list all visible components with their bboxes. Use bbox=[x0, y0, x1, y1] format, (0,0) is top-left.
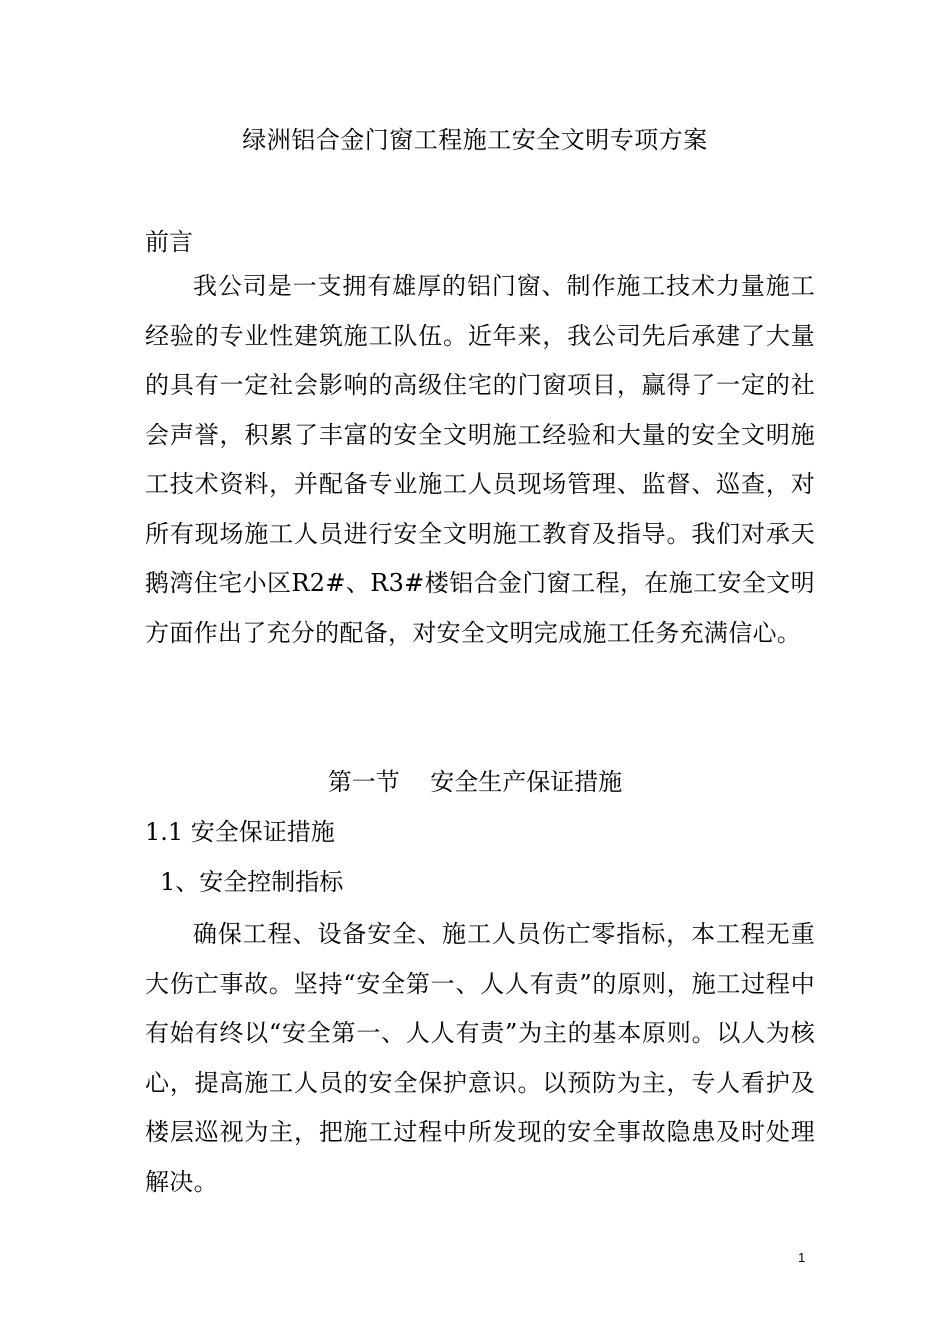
preface-heading: 前言 bbox=[145, 228, 193, 256]
preface-paragraph: 我公司是一支拥有雄厚的铝门窗、制作施工技术力量施工经验的专业性建筑施工队伍。近年来，我公司先后承建了大量的具有一定社会影响的高级住宅的门窗项目，赢得了一定的社会声誉，积累了丰富的安全文明施工经验和大量的安全文明施工技术资料，并配备专业施工人员现场管理、监督、巡查，对所有现场施工人员进行安全文明施工教育及指导。我们对承天鹅湾住宅小区R2#、R3#楼铝合金门窗工程，在施工安全文明方面作出了充分的配备，对安全文明完成施工任务充满信心。 bbox=[145, 272, 815, 647]
subsection-heading: 1.1 安全保证措施 bbox=[145, 818, 335, 846]
document-title: 绿洲铝合金门窗工程施工安全文明专项方案 bbox=[242, 126, 708, 154]
safety-paragraph: 确保工程、设备安全、施工人员伤亡零指标，本工程无重大伤亡事故。坚持“安全第一、人人有责”的原则，施工过程中有始有终以“安全第一、人人有责”为主的基本原则。以人为核心，提高施工人员的安全保护意识。以预防为主，专人看护及楼层巡视为主，把施工过程中所发现的安全事故隐患及时处理解决。 bbox=[145, 920, 815, 1196]
section-title: 第一节 安全生产保证措施 bbox=[327, 768, 623, 796]
page-number: 1 bbox=[798, 1250, 806, 1265]
item-heading: 1、安全控制指标 bbox=[160, 868, 344, 896]
